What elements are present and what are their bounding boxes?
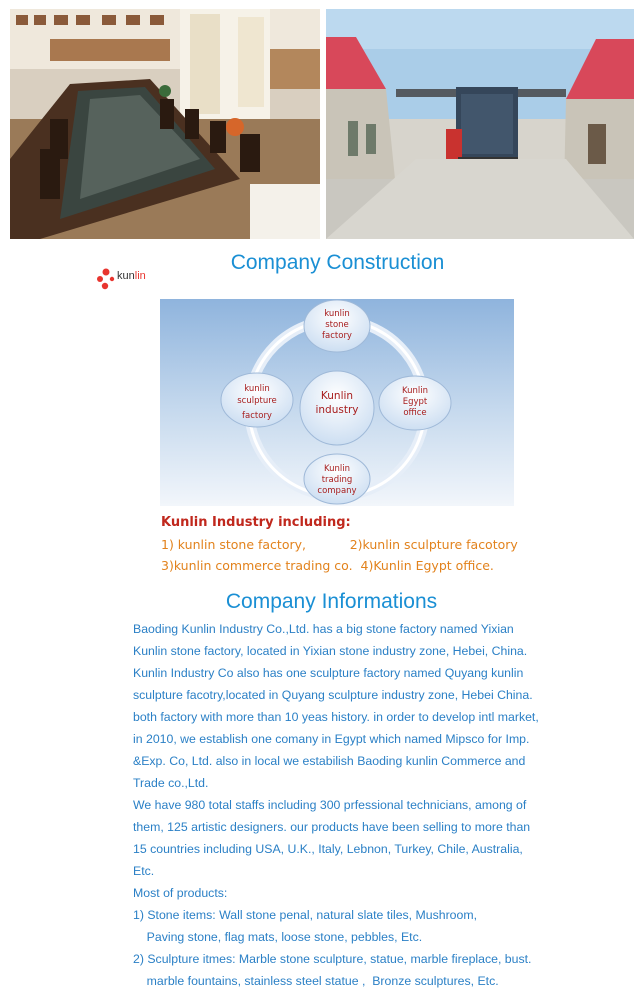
- info-line-6: in 2010, we establish one comany in Egypt which named Mipsco for Imp.: [133, 732, 530, 746]
- info-line-17: marble fountains, stainless steel statue , Bronze sculptures, Etc.: [133, 974, 499, 988]
- info-line-7: &Exp. Co, Ltd. also in local we estabilish Baoding kunlin Commerce and: [133, 754, 526, 768]
- diagram-top-line3: factory: [322, 331, 352, 341]
- info-line-8: Trade co.,Ltd.: [133, 776, 209, 790]
- diagram-right-line2: Egypt: [402, 397, 428, 407]
- diagram-left-line1: kunlin: [244, 384, 270, 394]
- factory-yard-photo: [326, 9, 634, 239]
- info-line-1: Baoding Kunlin Industry Co.,Ltd. has a big stone factory named Yixian: [133, 622, 514, 636]
- diagram-top-line1: kunlin: [324, 309, 350, 319]
- diagram-node-bottom: [304, 454, 370, 504]
- including-title: Kunlin Industry including:: [161, 515, 351, 530]
- logo-wordmark-suffix: lin: [134, 270, 146, 282]
- info-line-2: Kunlin stone factory, located in Yixian stone industry zone, Hebei, China.: [133, 644, 528, 658]
- meeting-room-photo: [10, 9, 320, 239]
- diagram-center-line2: industry: [315, 404, 359, 416]
- diagram-right-line1: Kunlin: [401, 386, 429, 396]
- diagram-node-center: [300, 371, 374, 445]
- diagram-left-line3: factory: [242, 411, 272, 421]
- informations-heading: Company Informations: [225, 590, 438, 613]
- diagram-node-left: [221, 373, 293, 427]
- diagram-left-line2: sculpture: [237, 396, 277, 406]
- including-line-2: 3)kunlin commerce trading co. 4)Kunlin Egypt office.: [161, 558, 494, 573]
- info-line-4: sculpture facotry,located in Quyang sculpture industry zone, Hebei China.: [133, 688, 533, 702]
- including-line-1: 1) kunlin stone factory, 2)kunlin sculpture facotory: [161, 537, 518, 552]
- info-line-16: 2) Sculpture itmes: Marble stone sculpture, statue, marble fireplace, bust.: [133, 952, 532, 966]
- info-line-10: them, 125 artistic designers. our products have been selling to more than: [133, 820, 531, 834]
- info-line-9: We have 980 total staffs including 300 prfessional technicians, among of: [133, 798, 527, 812]
- construction-heading: Company Construction: [230, 251, 445, 274]
- diagram-top-line2: stone: [325, 320, 349, 330]
- diagram-right-line3: office: [403, 408, 427, 418]
- info-line-3: Kunlin Industry Co also has one sculpture factory named Quyang kunlin: [133, 666, 524, 680]
- info-line-13: Most of products:: [133, 886, 228, 900]
- logo-wordmark-prefix: kun: [117, 270, 135, 282]
- diagram-bottom-line2: trading: [321, 475, 353, 485]
- info-line-5: both factory with more than 10 yeas history. in order to develop intl market,: [133, 710, 539, 724]
- diagram-node-top: [304, 300, 370, 352]
- info-line-12: Etc.: [133, 864, 155, 878]
- diagram-bottom-line3: company: [317, 486, 357, 496]
- info-line-15: Paving stone, flag mats, loose stone, pebbles, Etc.: [133, 930, 423, 944]
- info-line-14: 1) Stone items: Wall stone penal, natural slate tiles, Mushroom,: [133, 908, 478, 922]
- diagram-center-line1: Kunlin: [320, 390, 354, 402]
- diagram-node-right: [379, 376, 451, 430]
- diagram-bottom-line1: Kunlin: [323, 464, 351, 474]
- company-structure-diagram: [160, 299, 514, 506]
- info-line-11: 15 countries including USA, U.K., Italy, Lebnon, Turkey, Chile, Australia,: [133, 842, 523, 856]
